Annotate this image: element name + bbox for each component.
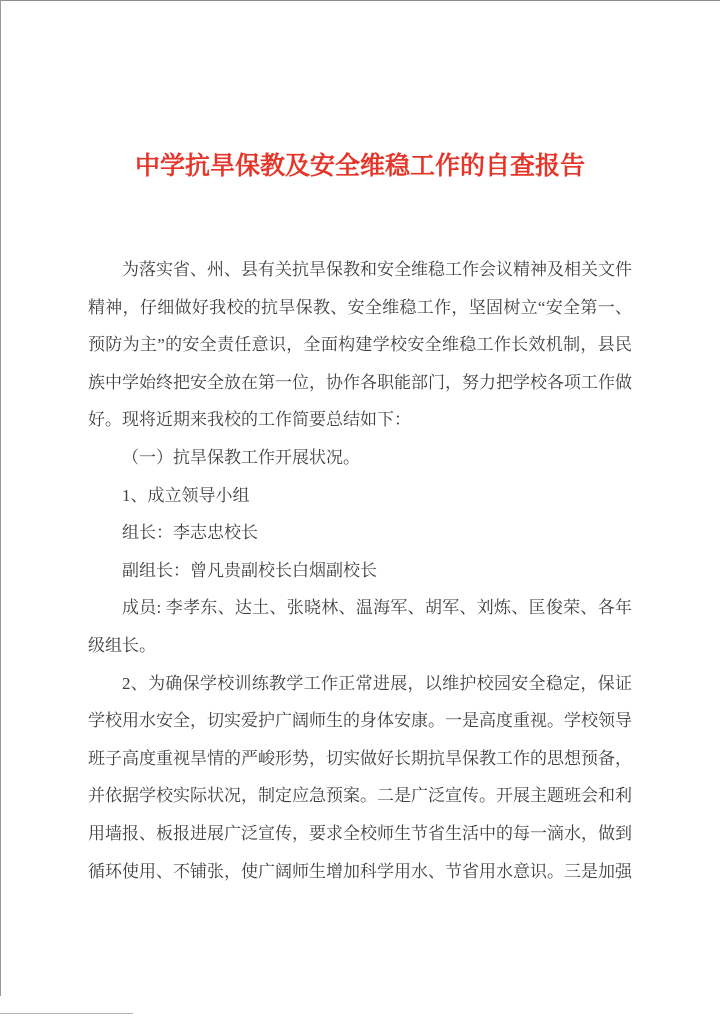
document-title: 中学抗旱保教及安全维稳工作的自查报告 [134,153,585,180]
paragraph-item-1-leading-group: 1、成立领导小组 [122,485,250,505]
page-left-edge [0,0,1,996]
page-top-edge [0,0,720,1]
paragraph-section-heading: （一）抗旱保教工作开展状况。 [122,447,360,467]
page-bottom-edge-artifact [0,1013,133,1014]
paragraph-intro: 为落实省、州、县有关抗旱保教和安全维稳工作会议精神及相关文件精神，仔细做好我校的抗旱保教、安全维稳工作，坚固树立“安全第一、预防为主”的安全责任意识，全面构建学校安全维稳工作长效机制，县民族中学始终把安全放在第一位，协作各职能部门，努力把学校各项工作做好。现将近期来我校的工作简要总结如下： [88,260,632,430]
document-body [88,251,632,890]
paragraph-deputy-leaders: 副组长：曾凡贵副校长白烟副校长 [122,560,377,580]
paragraph-group-leader: 组长：李志忠校长 [122,523,258,543]
paragraph-item-2-measures: 2、为确保学校训练教学工作正常进展，以维护校园安全稳定，保证学校用水安全，切实爱护广阔师生的身体安康。一是高度重视。学校领导班子高度重视旱情的严峻形势，切实做好长期抗旱保教工作的思想预备，并依据学校实际状况，制定应急预案。二是广泛宣传。开展主题班会和利用墙报、板报进展广泛宣传，要求全校师生节省生活中的每一滴水，做到循环使用、不铺张，使广阔师生增加科学用水、节省用水意识。三是加强 [88,673,632,881]
paragraph-members: 成员: 李孝东、达土、张晓林、温海军、胡军、刘炼、匡俊荣、各年级组长。 [88,598,632,655]
